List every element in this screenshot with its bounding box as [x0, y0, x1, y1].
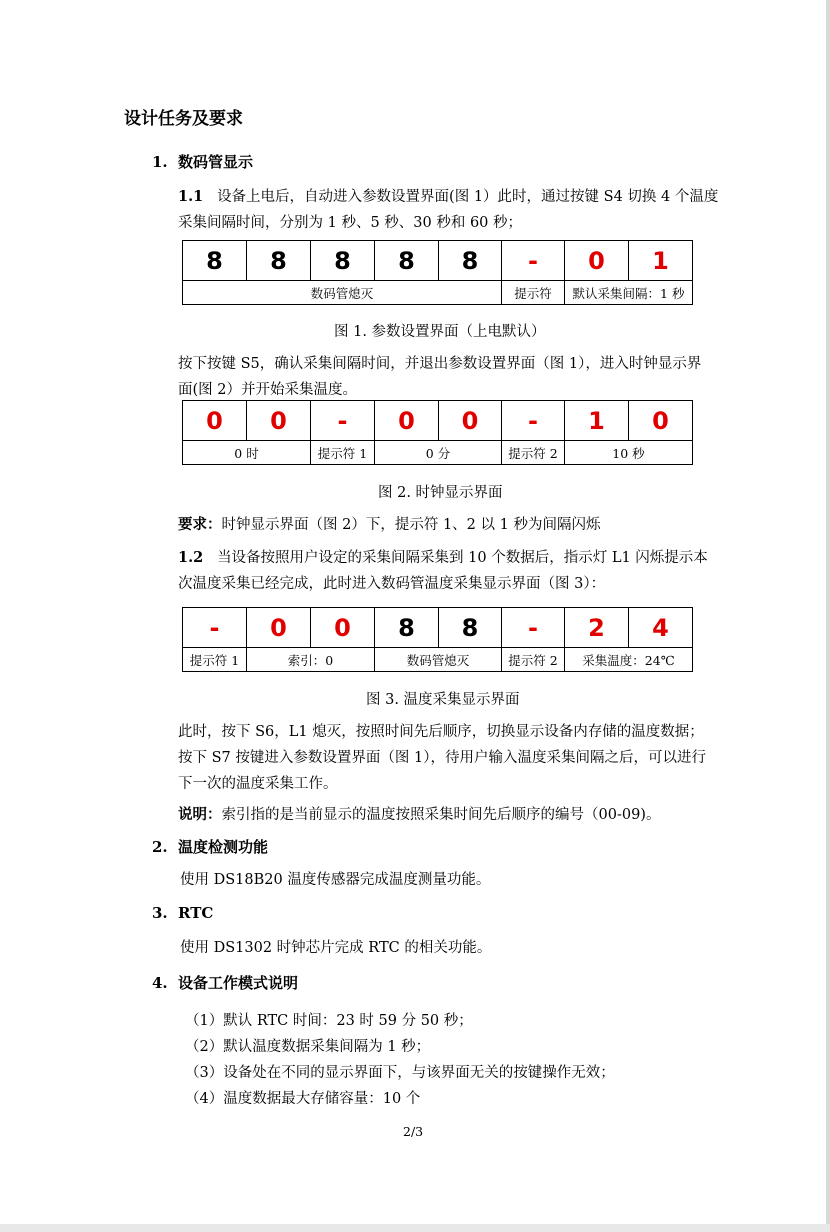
para-1-1-line-1 [178, 184, 718, 210]
fig1-digit: 0 [565, 241, 629, 281]
section-2-title: 温度检测功能 [178, 838, 269, 856]
fig3-label-indicator-1: 提示符 1 [183, 648, 247, 672]
page-number: 2/3 [403, 1124, 424, 1139]
para-1-2-line-2: 次温度采集已经完成，此时进入数码管温度采集显示界面（图 3）： [178, 576, 606, 592]
fig3-label-off: 数码管熄灭 [375, 648, 502, 672]
fig3-digit: 8 [439, 608, 502, 648]
figure-3-caption: 图 3. 温度采集显示界面 [366, 692, 520, 708]
section-4-heading [152, 972, 298, 993]
fig1-digit: 1 [629, 241, 693, 281]
section-3-number: 3. [152, 904, 168, 922]
requirement-line [178, 512, 600, 538]
fig2-label-hour: 0 时 [183, 441, 311, 465]
fig1-digit: 8 [439, 241, 502, 281]
mode-list-item: （1）默认 RTC 时间：23 时 59 分 50 秒； [185, 1013, 473, 1029]
fig3-label-indicator-2: 提示符 2 [502, 648, 565, 672]
para-s6-line-1: 此时，按下 S6，L1 熄灭，按照时间先后顺序，切换显示设备内存储的温度数据； [178, 724, 704, 740]
fig1-label-off: 数码管熄灭 [183, 281, 502, 305]
note-label: 说明： [178, 806, 222, 823]
para-s6-line-2: 按下 S7 按键进入参数设置界面（图 1），待用户输入温度采集间隔之后，可以进行 [178, 750, 706, 766]
note-line [178, 802, 660, 828]
section-3-title: RTC [178, 904, 214, 922]
note-text: 索引指的是当前显示的温度按照采集时间先后顺序的编号（00-09)。 [221, 807, 661, 823]
section-2-text: 使用 DS18B20 温度传感器完成温度测量功能。 [180, 872, 491, 888]
fig2-digit: 0 [439, 401, 502, 441]
fig3-digit: - [502, 608, 565, 648]
fig2-label-indicator-1: 提示符 1 [311, 441, 375, 465]
mode-list-item: （2）默认温度数据采集间隔为 1 秒； [185, 1039, 431, 1055]
section-2-heading [152, 836, 268, 857]
fig2-label-indicator-2: 提示符 2 [502, 441, 565, 465]
section-1-title: 数码管显示 [178, 153, 254, 171]
fig2-digit: 0 [629, 401, 693, 441]
fig1-digit: 8 [311, 241, 375, 281]
section-4-number: 4. [152, 974, 168, 992]
fig3-digit: 0 [311, 608, 375, 648]
viewer-bottom-edge [0, 1224, 830, 1232]
figure-2-display [182, 400, 693, 465]
fig3-label-temperature: 采集温度：24℃ [565, 648, 693, 672]
figure-3-display [182, 607, 693, 672]
viewer-right-edge [826, 0, 830, 1232]
fig2-digit: - [502, 401, 565, 441]
fig3-digit: 8 [375, 608, 439, 648]
para-1-2-number: 1.2 [178, 549, 204, 566]
fig2-digit: 1 [565, 401, 629, 441]
figure-1-display [182, 240, 693, 305]
figure-1-caption: 图 1. 参数设置界面（上电默认） [334, 324, 546, 340]
fig2-digit: 0 [183, 401, 247, 441]
section-1-heading [152, 151, 253, 172]
section-4-title: 设备工作模式说明 [178, 974, 299, 992]
fig3-digit: - [183, 608, 247, 648]
figure-2-caption: 图 2. 时钟显示界面 [378, 485, 503, 501]
para-1-2-line-1 [178, 545, 708, 571]
fig1-label-indicator: 提示符 [502, 281, 565, 305]
fig1-label-interval: 默认采集间隔：1 秒 [565, 281, 693, 305]
section-3-heading [152, 904, 213, 922]
fig1-digit: 8 [375, 241, 439, 281]
fig3-digit: 2 [565, 608, 629, 648]
fig1-digit: 8 [247, 241, 311, 281]
fig3-digit: 4 [629, 608, 693, 648]
section-1-number: 1. [152, 153, 168, 171]
para-s6-line-3: 下一次的温度采集工作。 [178, 776, 338, 792]
para-1-1-text: 设备上电后，自动进入参数设置界面(图 1）此时，通过按键 S4 切换 4 个温度 [217, 189, 719, 205]
mode-list-item: （3）设备处在不同的显示界面下，与该界面无关的按键操作无效； [185, 1065, 615, 1081]
fig1-digit: - [502, 241, 565, 281]
para-1-2-text: 当设备按照用户设定的采集间隔采集到 10 个数据后，指示灯 L1 闪烁提示本 [217, 550, 708, 566]
fig3-digit: 0 [247, 608, 311, 648]
requirement-text: 时钟显示界面（图 2）下，提示符 1、2 以 1 秒为间隔闪烁 [221, 517, 601, 533]
fig3-label-index: 索引：0 [247, 648, 375, 672]
section-3-text: 使用 DS1302 时钟芯片完成 RTC 的相关功能。 [180, 940, 492, 956]
fig2-digit: 0 [375, 401, 439, 441]
para-1-1-line-2: 采集间隔时间，分别为 1 秒、5 秒、30 秒和 60 秒； [178, 215, 523, 231]
fig2-label-second: 10 秒 [565, 441, 693, 465]
mode-list-item: （4）温度数据最大存储容量：10 个 [185, 1091, 421, 1107]
fig2-digit: 0 [247, 401, 311, 441]
document-title: 设计任务及要求 [124, 109, 243, 129]
fig2-digit: - [311, 401, 375, 441]
section-2-number: 2. [152, 838, 168, 856]
para-s5-line-2: 面(图 2）并开始采集温度。 [178, 382, 357, 398]
requirement-label: 要求： [178, 516, 222, 533]
fig1-digit: 8 [183, 241, 247, 281]
fig2-label-minute: 0 分 [375, 441, 502, 465]
para-s5-line-1: 按下按键 S5，确认采集间隔时间，并退出参数设置界面（图 1），进入时钟显示界 [178, 356, 702, 372]
para-1-1-number: 1.1 [178, 188, 204, 205]
